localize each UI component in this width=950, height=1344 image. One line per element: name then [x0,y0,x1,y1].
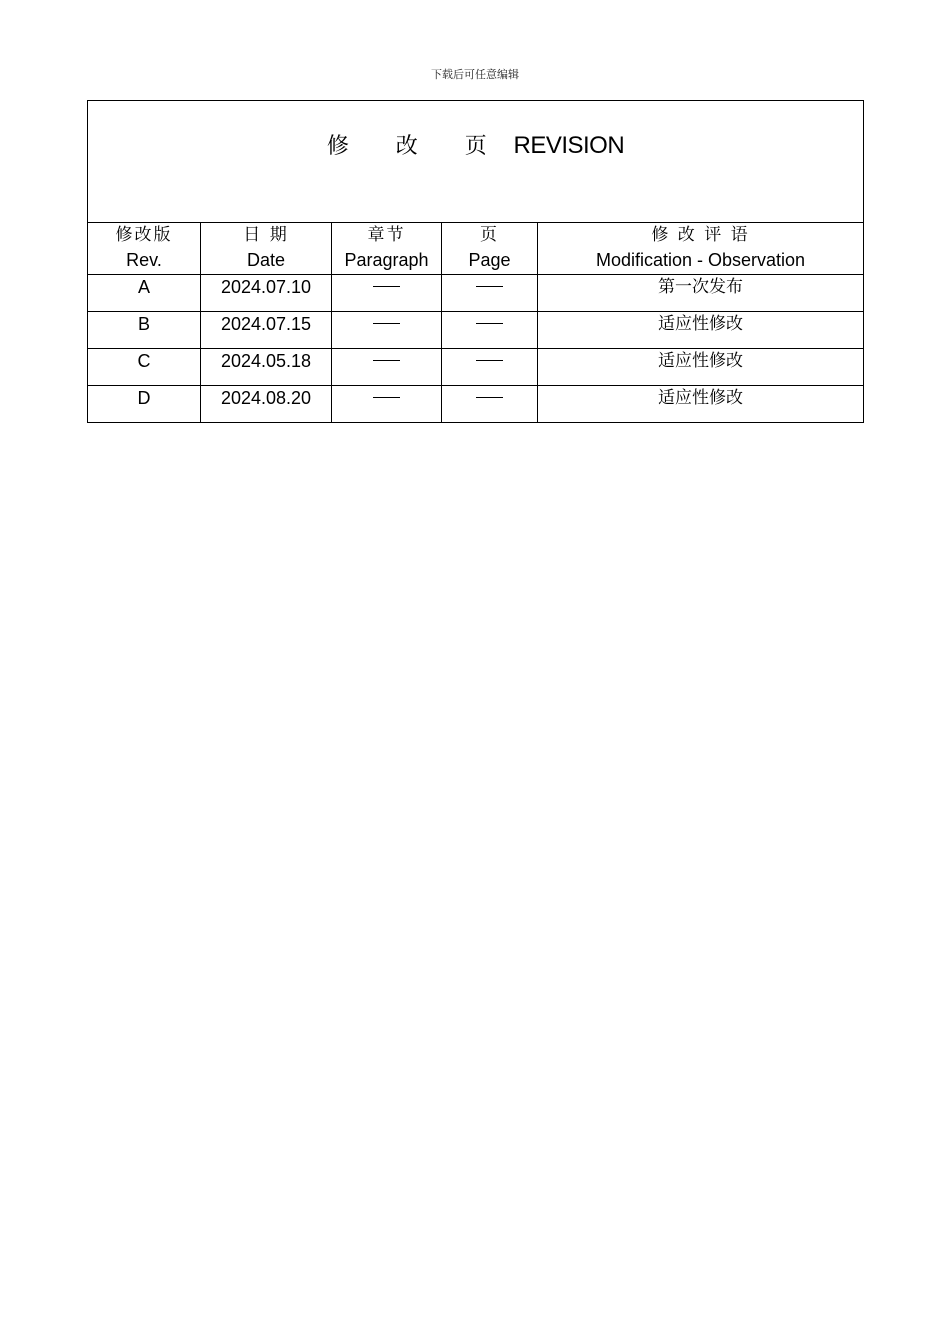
paragraph-cell [332,386,442,423]
paragraph-cell [332,312,442,349]
paragraph-cell [332,349,442,386]
column-header-row [88,223,864,275]
column-header-en: Rev. [126,250,162,270]
observation-cell: 适应性修改 [538,349,864,386]
page-cell [442,386,538,423]
dash-mark [373,397,400,398]
column-header-en: Date [246,250,286,270]
column-header-cn: 页 [480,225,499,245]
date-cell: 2024.07.15 [201,312,332,349]
column-header-en: Page [468,250,511,270]
observation-cell: 适应性修改 [538,386,864,423]
rev-cell: C [88,349,201,386]
table-row [88,275,864,312]
page-cell [442,312,538,349]
date-cell: 2024.07.10 [201,275,332,312]
revision-table [87,100,864,423]
rev-cell: D [88,386,201,423]
title-cn: 修 改 页 [326,134,507,159]
column-header-cn: 修改版 [115,225,173,245]
dash-mark [373,286,400,287]
dash-mark [373,323,400,324]
table-row [88,386,864,423]
dash-mark [476,286,503,287]
column-header-date [201,223,332,275]
column-header-page [442,223,538,275]
page-cell [442,275,538,312]
column-header-rev [88,223,201,275]
dash-mark [476,360,503,361]
dash-mark [476,323,503,324]
title-row [88,101,864,223]
column-header-observation [538,223,864,275]
title-en: REVISION [513,132,625,159]
header-note: 下载后可任意编辑 [431,68,519,81]
date-cell: 2024.05.18 [201,349,332,386]
column-header-cn: 日 期 [243,225,289,245]
column-header-cn: 章节 [367,225,406,245]
date-cell: 2024.08.20 [201,386,332,423]
column-header-en: Paragraph [344,250,429,270]
table-row [88,349,864,386]
column-header-paragraph [332,223,442,275]
page-title [88,101,863,162]
observation-cell: 第一次发布 [538,275,864,312]
table-row [88,312,864,349]
column-header-cn: 修 改 评 语 [651,225,750,245]
paragraph-cell [332,275,442,312]
column-header-en: Modification - Observation [595,250,806,270]
dash-mark [373,360,400,361]
dash-mark [476,397,503,398]
title-cell [88,101,864,223]
rev-cell: B [88,312,201,349]
page-cell [442,349,538,386]
observation-cell: 适应性修改 [538,312,864,349]
rev-cell: A [88,275,201,312]
